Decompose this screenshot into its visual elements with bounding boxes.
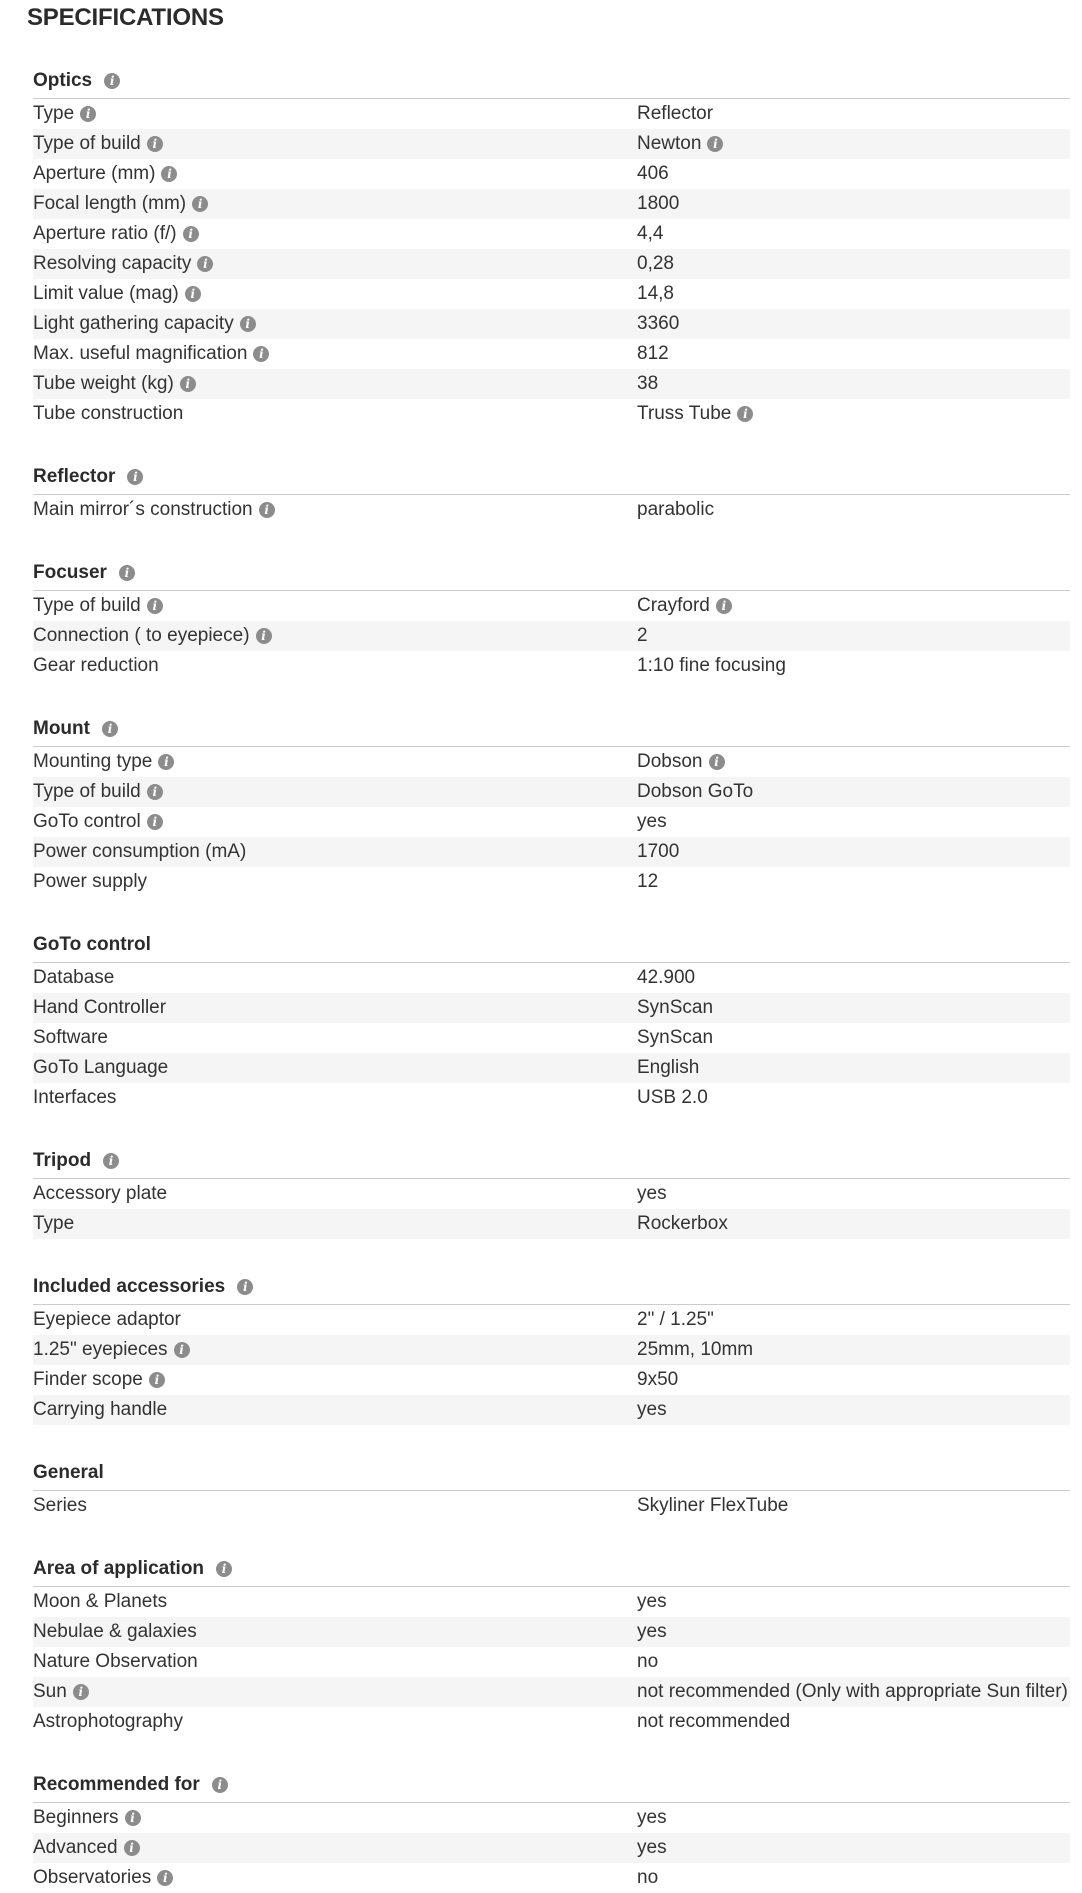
row-label-cell <box>33 1681 637 1703</box>
row-value-cell <box>637 193 1070 215</box>
row-value: Dobson GoTo <box>637 781 754 802</box>
row-value-cell <box>637 1681 1070 1703</box>
row-label: Light gathering capacity <box>33 313 234 334</box>
row-value-cell <box>637 655 1070 677</box>
row-label: Moon & Planets <box>33 1591 168 1612</box>
row-value-cell <box>637 1027 1070 1049</box>
row-label-cell <box>33 253 637 275</box>
section-title: Recommended for <box>33 1773 200 1795</box>
row-label: Type <box>33 103 75 124</box>
row-value-cell <box>637 313 1070 335</box>
row-value: parabolic <box>637 499 715 520</box>
row-value: 9x50 <box>637 1369 679 1390</box>
row-label-cell <box>33 373 637 395</box>
section-spacer <box>33 1521 1070 1549</box>
table-row <box>33 99 1070 129</box>
table-row <box>33 1305 1070 1335</box>
table-row <box>33 1863 1070 1893</box>
table-row <box>33 1083 1070 1113</box>
table-row <box>33 747 1070 777</box>
row-value: no <box>637 1651 659 1672</box>
info-icon[interactable]: i <box>124 1840 140 1856</box>
row-label: Power supply <box>33 871 148 892</box>
row-value: 42.900 <box>637 967 696 988</box>
row-value: SynScan <box>637 997 714 1018</box>
spec-section-optics <box>33 61 1070 429</box>
row-value: yes <box>637 1807 667 1828</box>
row-value: Reflector <box>637 103 714 124</box>
row-label: Gear reduction <box>33 655 159 676</box>
row-label-cell <box>33 1369 637 1391</box>
section-title: Included accessories <box>33 1275 226 1297</box>
row-value-cell <box>637 1591 1070 1613</box>
row-value: Dobson <box>637 751 703 772</box>
table-row <box>33 189 1070 219</box>
row-label: GoTo control <box>33 811 141 832</box>
row-label-cell <box>33 1591 637 1613</box>
row-label-cell <box>33 193 637 215</box>
table-row <box>33 339 1070 369</box>
row-value-cell <box>637 1711 1070 1733</box>
row-value-cell <box>637 403 1070 425</box>
info-icon[interactable]: i <box>149 1372 165 1388</box>
info-icon[interactable]: i <box>197 256 213 272</box>
row-label-cell <box>33 1309 637 1331</box>
table-row <box>33 249 1070 279</box>
row-label-cell <box>33 1837 637 1859</box>
row-label: Power consumption (mA) <box>33 841 247 862</box>
info-icon[interactable]: i <box>185 286 201 302</box>
row-label: Astrophotography <box>33 1711 183 1732</box>
table-row <box>33 495 1070 525</box>
info-icon[interactable]: i <box>192 196 208 212</box>
section-header <box>33 457 1070 495</box>
row-value: 1800 <box>637 193 680 214</box>
section-title: Tripod <box>33 1149 92 1171</box>
table-row <box>33 963 1070 993</box>
row-value: yes <box>637 1399 667 1420</box>
row-label-cell <box>33 655 637 677</box>
row-label-cell <box>33 1057 637 1079</box>
table-row <box>33 1587 1070 1617</box>
row-value-cell <box>637 625 1070 647</box>
row-value: 38 <box>637 373 659 394</box>
section-header <box>33 1549 1070 1587</box>
row-label-cell <box>33 1867 637 1889</box>
row-label: Mounting type <box>33 751 153 772</box>
row-value: yes <box>637 811 667 832</box>
row-value: yes <box>637 1837 667 1858</box>
table-row <box>33 1647 1070 1677</box>
row-label-cell <box>33 1711 637 1733</box>
section-spacer <box>33 897 1070 925</box>
row-label-cell <box>33 751 637 773</box>
row-value: USB 2.0 <box>637 1087 708 1108</box>
spec-section-focuser <box>33 553 1070 681</box>
section-header <box>33 709 1070 747</box>
spec-section-area-of-application <box>33 1549 1070 1737</box>
row-value-cell <box>637 997 1070 1019</box>
row-value: yes <box>637 1183 667 1204</box>
row-value-cell <box>637 871 1070 893</box>
row-label: Carrying handle <box>33 1399 168 1420</box>
row-value-cell <box>637 1399 1070 1421</box>
info-icon[interactable]: i <box>237 1279 253 1295</box>
row-value-cell <box>637 595 1070 617</box>
row-value-cell <box>637 103 1070 125</box>
row-label: Main mirror´s construction <box>33 499 253 520</box>
table-row <box>33 651 1070 681</box>
section-title: Reflector <box>33 465 116 487</box>
table-row <box>33 1491 1070 1521</box>
row-value: Skyliner FlexTube <box>637 1495 789 1516</box>
row-value: 12 <box>637 871 659 892</box>
row-label: Advanced <box>33 1837 118 1858</box>
row-label-cell <box>33 1495 637 1517</box>
row-label: Tube construction <box>33 403 184 424</box>
section-header <box>33 553 1070 591</box>
table-row <box>33 621 1070 651</box>
section-header <box>33 61 1070 99</box>
row-value-cell <box>637 811 1070 833</box>
row-label-cell <box>33 1213 637 1235</box>
row-label: 1.25" eyepieces <box>33 1339 168 1360</box>
section-header <box>33 1141 1070 1179</box>
info-icon[interactable]: i <box>73 1684 89 1700</box>
row-value-cell <box>637 133 1070 155</box>
row-label: Eyepiece adaptor <box>33 1309 181 1330</box>
row-label-cell <box>33 283 637 305</box>
row-value-cell <box>637 1339 1070 1361</box>
table-row <box>33 399 1070 429</box>
row-label-cell <box>33 1651 637 1673</box>
row-label-cell <box>33 997 637 1019</box>
row-value-cell <box>637 373 1070 395</box>
info-icon[interactable]: i <box>240 316 256 332</box>
row-label-cell <box>33 781 637 803</box>
table-row <box>33 369 1070 399</box>
row-value-cell <box>637 1183 1070 1205</box>
row-label-cell <box>33 343 637 365</box>
row-label: Tube weight (kg) <box>33 373 174 394</box>
info-icon[interactable]: i <box>147 136 163 152</box>
row-value-cell <box>637 1213 1070 1235</box>
row-label-cell <box>33 871 637 893</box>
row-value-cell <box>637 283 1070 305</box>
spec-section-tripod <box>33 1141 1070 1239</box>
row-label-cell <box>33 1807 637 1829</box>
table-row <box>33 1833 1070 1863</box>
row-label: Aperture ratio (f/) <box>33 223 177 244</box>
info-icon[interactable]: i <box>716 598 732 614</box>
row-value-cell <box>637 163 1070 185</box>
table-row <box>33 591 1070 621</box>
page-title: SPECIFICATIONS <box>27 4 224 31</box>
table-row <box>33 159 1070 189</box>
row-label: Interfaces <box>33 1087 117 1108</box>
row-label-cell <box>33 967 637 989</box>
row-value: 25mm, 10mm <box>637 1339 754 1360</box>
section-spacer <box>33 681 1070 709</box>
row-label-cell <box>33 1087 637 1109</box>
row-label: Resolving capacity <box>33 253 192 274</box>
row-label: Software <box>33 1027 108 1048</box>
row-value: yes <box>637 1621 667 1642</box>
row-value-cell <box>637 343 1070 365</box>
row-label: Accessory plate <box>33 1183 168 1204</box>
row-label-cell <box>33 499 637 521</box>
row-label-cell <box>33 223 637 245</box>
spec-section-goto-control <box>33 925 1070 1113</box>
row-value: English <box>637 1057 700 1078</box>
row-value-cell <box>637 1807 1070 1829</box>
row-label: Limit value (mag) <box>33 283 179 304</box>
table-row <box>33 129 1070 159</box>
info-icon[interactable]: i <box>737 406 753 422</box>
section-header <box>33 1765 1070 1803</box>
info-icon[interactable]: i <box>161 166 177 182</box>
row-value: 1:10 fine focusing <box>637 655 786 676</box>
section-spacer <box>33 1737 1070 1765</box>
row-label: Type <box>33 1213 75 1234</box>
section-title: GoTo control <box>33 933 151 955</box>
row-label-cell <box>33 163 637 185</box>
row-value: 2 <box>637 625 648 646</box>
row-label: Nebulae & galaxies <box>33 1621 197 1642</box>
row-label: Max. useful magnification <box>33 343 248 364</box>
info-icon[interactable]: i <box>174 1342 190 1358</box>
section-title: Focuser <box>33 561 107 583</box>
row-value: 14,8 <box>637 283 674 304</box>
specifications-table <box>33 61 1070 1893</box>
info-icon[interactable]: i <box>183 226 199 242</box>
table-row <box>33 219 1070 249</box>
row-value-cell <box>637 499 1070 521</box>
row-value-cell <box>637 1837 1070 1859</box>
row-value-cell <box>637 223 1070 245</box>
table-row <box>33 309 1070 339</box>
section-spacer <box>33 1425 1070 1453</box>
row-value-cell <box>637 781 1070 803</box>
table-row <box>33 1023 1070 1053</box>
row-value: SynScan <box>637 1027 714 1048</box>
section-spacer <box>33 1239 1070 1267</box>
row-value: Newton <box>637 133 702 154</box>
info-icon[interactable]: i <box>147 598 163 614</box>
row-value: 812 <box>637 343 669 364</box>
table-row <box>33 867 1070 897</box>
row-label-cell <box>33 1399 637 1421</box>
row-label: Aperture (mm) <box>33 163 156 184</box>
table-row <box>33 1053 1070 1083</box>
section-header <box>33 925 1070 963</box>
table-row <box>33 1677 1070 1707</box>
row-value: Rockerbox <box>637 1213 728 1234</box>
section-header <box>33 1267 1070 1305</box>
row-label: Finder scope <box>33 1369 143 1390</box>
info-icon[interactable]: i <box>253 346 269 362</box>
row-label-cell <box>33 133 637 155</box>
table-row <box>33 1335 1070 1365</box>
row-value-cell <box>637 967 1070 989</box>
row-value: yes <box>637 1591 667 1612</box>
row-label-cell <box>33 1621 637 1643</box>
row-value-cell <box>637 1495 1070 1517</box>
row-label-cell <box>33 595 637 617</box>
row-label: Nature Observation <box>33 1651 198 1672</box>
info-icon[interactable]: i <box>147 784 163 800</box>
row-label-cell <box>33 1183 637 1205</box>
table-row <box>33 1179 1070 1209</box>
info-icon[interactable]: i <box>180 376 196 392</box>
section-spacer <box>33 1113 1070 1141</box>
row-label: Series <box>33 1495 87 1516</box>
table-row <box>33 1209 1070 1239</box>
row-label: Focal length (mm) <box>33 193 187 214</box>
row-label: Hand Controller <box>33 997 167 1018</box>
table-row <box>33 1617 1070 1647</box>
row-value-cell <box>637 1621 1070 1643</box>
table-row <box>33 1707 1070 1737</box>
row-value: 406 <box>637 163 669 184</box>
row-value-cell <box>637 1309 1070 1331</box>
info-icon[interactable]: i <box>158 754 174 770</box>
info-icon[interactable]: i <box>127 469 143 485</box>
table-row <box>33 807 1070 837</box>
info-icon[interactable]: i <box>212 1777 228 1793</box>
row-value: 2" / 1.25" <box>637 1309 714 1330</box>
info-icon[interactable]: i <box>216 1561 232 1577</box>
row-value-cell <box>637 1867 1070 1889</box>
row-value: not recommended <box>637 1711 791 1732</box>
info-icon[interactable]: i <box>119 565 135 581</box>
row-label-cell <box>33 1339 637 1361</box>
row-label-cell <box>33 625 637 647</box>
row-value: 4,4 <box>637 223 664 244</box>
row-label: Beginners <box>33 1807 119 1828</box>
section-header <box>33 1453 1070 1491</box>
row-value: 3360 <box>637 313 680 334</box>
row-label: GoTo Language <box>33 1057 169 1078</box>
table-row <box>33 1395 1070 1425</box>
row-label-cell <box>33 313 637 335</box>
spec-section-reflector <box>33 457 1070 525</box>
info-icon[interactable]: i <box>259 502 275 518</box>
row-value: Truss Tube <box>637 403 732 424</box>
spec-section-mount <box>33 709 1070 897</box>
row-value-cell <box>637 1087 1070 1109</box>
row-value-cell <box>637 253 1070 275</box>
info-icon[interactable]: i <box>104 73 120 89</box>
row-value: no <box>637 1867 659 1888</box>
row-label: Database <box>33 967 115 988</box>
row-label: Connection ( to eyepiece) <box>33 625 250 646</box>
row-value: not recommended (Only with appropriate Sun filter) <box>637 1681 1068 1702</box>
section-title: Mount <box>33 717 90 739</box>
table-row <box>33 1365 1070 1395</box>
row-value-cell <box>637 1369 1070 1391</box>
info-icon[interactable]: i <box>707 136 723 152</box>
row-value: 0,28 <box>637 253 674 274</box>
row-label: Type of build <box>33 133 141 154</box>
info-icon[interactable]: i <box>157 1870 173 1886</box>
row-value: Crayford <box>637 595 710 616</box>
info-icon[interactable]: i <box>103 1153 119 1169</box>
section-spacer <box>33 525 1070 553</box>
row-label-cell <box>33 811 637 833</box>
section-title: Optics <box>33 69 93 91</box>
info-icon[interactable]: i <box>125 1810 141 1826</box>
info-icon[interactable]: i <box>80 106 96 122</box>
row-label: Type of build <box>33 595 141 616</box>
table-row <box>33 837 1070 867</box>
row-value-cell <box>637 751 1070 773</box>
info-icon[interactable]: i <box>256 628 272 644</box>
info-icon[interactable]: i <box>709 754 725 770</box>
row-label: Type of build <box>33 781 141 802</box>
section-spacer <box>33 429 1070 457</box>
row-value-cell <box>637 1057 1070 1079</box>
table-row <box>33 993 1070 1023</box>
row-value: 1700 <box>637 841 680 862</box>
row-value-cell <box>637 1651 1070 1673</box>
row-label-cell <box>33 403 637 425</box>
spec-section-general <box>33 1453 1070 1521</box>
spec-section-recommended-for <box>33 1765 1070 1893</box>
row-label-cell <box>33 1027 637 1049</box>
section-title: General <box>33 1461 104 1483</box>
table-row <box>33 279 1070 309</box>
table-row <box>33 777 1070 807</box>
row-label: Sun <box>33 1681 67 1702</box>
row-label-cell <box>33 103 637 125</box>
spec-section-included-accessories <box>33 1267 1070 1425</box>
info-icon[interactable]: i <box>102 721 118 737</box>
row-label-cell <box>33 841 637 863</box>
row-value-cell <box>637 841 1070 863</box>
info-icon[interactable]: i <box>147 814 163 830</box>
section-title: Area of application <box>33 1557 205 1579</box>
row-label: Observatories <box>33 1867 152 1888</box>
